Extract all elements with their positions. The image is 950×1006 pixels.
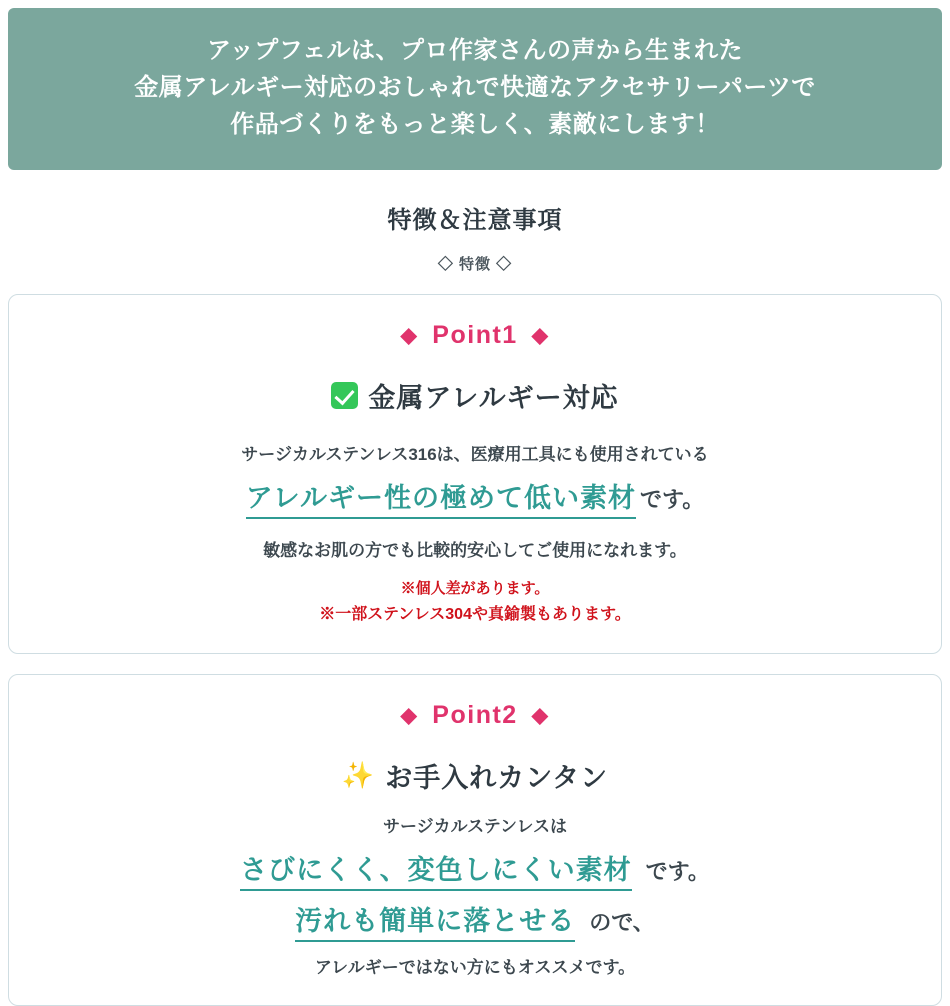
card1-highlight-row <box>33 476 917 519</box>
card1-line1: サージカルステンレス316は、医療用工具にも使用されている <box>241 444 709 464</box>
card2-highlight-2: 汚れも簡単に落とせる <box>295 899 575 942</box>
card-heading-text: お手入れカンタン <box>385 762 609 793</box>
card1-note-1: ※個人差があります。 <box>400 579 550 597</box>
card1-note-2: ※一部ステンレス304や真鍮製もあります。 <box>319 606 631 624</box>
feature-card-point2 <box>8 674 942 1006</box>
card2-highlight-1: さびにくく、変色しにくい素材 <box>240 848 631 891</box>
card-heading-text: 金属アレルギー対応 <box>368 382 619 413</box>
card2-highlight-row-1 <box>33 848 917 891</box>
card1-line2: 敏感なお肌の方でも比較的安心してご使用になれます。 <box>263 540 687 560</box>
card2-highlight-2-tail: ので、 <box>589 909 655 935</box>
sparkles-icon: ✨ <box>341 760 376 791</box>
diamond-right-icon: ◆ <box>531 703 550 727</box>
hero-line-3: 作品づくりをもっと楽しく、素敵にします！ <box>230 111 720 139</box>
card-heading-1 <box>33 376 917 415</box>
point-label-text: Point2 <box>432 700 518 729</box>
point-label-2 <box>33 701 917 730</box>
diamond-left-icon: ◆ <box>400 703 419 727</box>
card2-line1: サージカルステンレスは <box>382 816 568 836</box>
card2-line2: アレルギーではない方にもオススメです。 <box>314 957 636 977</box>
card1-highlight: アレルギー性の極めて低い素材 <box>246 476 636 519</box>
diamond-left-icon: ◆ <box>400 323 419 347</box>
feature-card-point1 <box>8 294 942 654</box>
point-label-1 <box>33 321 917 350</box>
diamond-right-icon: ◆ <box>531 323 550 347</box>
green-check-icon <box>331 382 358 409</box>
point-label-text: Point1 <box>432 320 518 349</box>
hero-line-2: 金属アレルギー対応のおしゃれで快適なアクセサリーパーツで <box>134 74 816 102</box>
card2-highlight-row-2 <box>33 899 917 942</box>
section-title: 特徴＆注意事項 <box>387 206 563 234</box>
hero-line-1: アップフェルは、プロ作家さんの声から生まれた <box>206 37 744 64</box>
card2-highlight-1-tail: です。 <box>645 858 710 884</box>
card-heading-2 <box>33 756 917 795</box>
hero-banner <box>8 8 942 170</box>
card1-highlight-tail: です。 <box>640 486 705 512</box>
section-subtitle: ◇ 特徴 ◇ <box>437 255 513 273</box>
